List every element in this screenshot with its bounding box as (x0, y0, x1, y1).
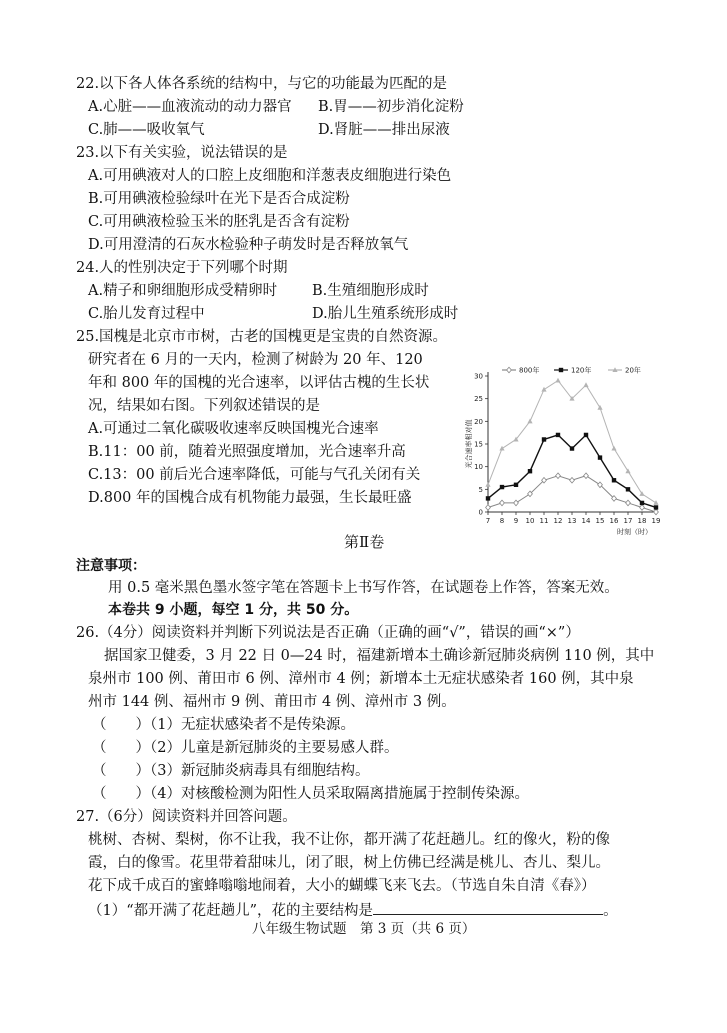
data-point-20yr (653, 500, 658, 505)
q25-option-b: B.11：00 前，随着光照强度增加，光合速率升高 (88, 444, 406, 460)
data-point-120yr (570, 446, 574, 450)
q27-para-1: 桃树、杏树、梨树，你不让我，我不让你，都开满了花赶趟儿。红的像火，粉的像 (88, 832, 610, 848)
data-point-120yr (654, 505, 658, 509)
y-tick-label: 5 (478, 485, 483, 494)
data-point-120yr (486, 496, 490, 500)
q23-option-a: A.可用碘液对人的口腔上皮细胞和洋葱表皮细胞进行染色 (88, 168, 452, 184)
x-tick-label: 12 (553, 517, 563, 525)
y-tick-label: 20 (474, 417, 483, 426)
data-point-120yr (612, 478, 616, 482)
data-point-800yr (500, 500, 505, 506)
q22-option-c: C.肺——吸收氧气 (88, 122, 205, 138)
q26-statement-4: （ ）（4）对核酸检测为阳性人员采取隔离措施属于控制传染源。 (92, 786, 529, 802)
legend-label-800yr: 800年 (519, 366, 540, 375)
answer-blank[interactable] (373, 900, 603, 915)
q27-sub-1-text: （1）“都开满了花赶趟儿”，花的主要结构是 (88, 903, 374, 919)
data-point-800yr (584, 473, 589, 479)
q22-option-b: B.胃——初步消化淀粉 (318, 99, 464, 115)
x-tick-label: 9 (513, 517, 519, 525)
photosynthesis-line-chart (462, 360, 672, 540)
data-point-20yr (611, 446, 616, 451)
q26-stem: 26.（4分）阅读资料并判断下列说法是否正确（正确的画“√”，错误的画“×”） (76, 625, 580, 641)
data-point-20yr (541, 387, 546, 392)
data-point-20yr (555, 378, 560, 383)
q22-option-a: A.心脏——血液流动的动力器官 (88, 99, 292, 115)
data-point-20yr (485, 482, 490, 487)
q23-option-c: C.可用碘液检验玉米的胚乳是否含有淀粉 (88, 214, 350, 230)
q25-line-2: 研究者在 6 月的一天内，检测了树龄为 20 年、120 (88, 352, 423, 368)
data-point-800yr (486, 505, 491, 511)
legend-label-20yr: 20年 (625, 366, 641, 375)
notice-line-2: 本卷共 9 小题，每空 1 分，共 50 分。 (108, 602, 359, 618)
x-tick-label: 14 (581, 517, 591, 525)
data-point-120yr (626, 487, 630, 491)
y-tick-label: 25 (474, 395, 483, 404)
q26-para-2: 泉州市 100 例、莆田市 6 例、漳州市 4 例；新增本土无症状感染者 160 例，其中泉 (88, 671, 634, 687)
data-point-20yr (527, 419, 532, 424)
data-point-800yr (570, 477, 575, 483)
x-axis-label: 时刻（时） (617, 528, 652, 536)
data-point-120yr (584, 433, 588, 437)
x-tick-label: 13 (567, 517, 577, 525)
q27-stem: 27.（6分）阅读资料并回答问题。 (76, 809, 297, 825)
legend-label-120yr: 120年 (571, 366, 592, 375)
page-footer: 八年级生物试题 第 3 页（共 6 页） (252, 921, 476, 937)
x-tick-label: 7 (485, 517, 491, 525)
q25-option-c: C.13：00 前后光合速率降低，可能与气孔关闭有关 (88, 467, 421, 483)
q24-option-d: D.胎儿生殖系统形成时 (312, 306, 459, 322)
x-tick-label: 16 (609, 517, 619, 525)
q25-option-a: A.可通过二氧化碳吸收速率反映国槐光合速率 (88, 421, 379, 437)
data-point-120yr (640, 501, 644, 505)
section-title: 第Ⅱ卷 (344, 533, 385, 551)
q26-para-3: 州市 144 例、福州市 9 例、莆田市 4 例、漳州市 3 例。 (88, 694, 456, 710)
x-tick-label: 15 (595, 517, 605, 525)
data-point-20yr (583, 382, 588, 387)
q26-statement-1: （ ）（1）无症状感染者不是传染源。 (92, 717, 355, 733)
y-axis-label: 光合速率相对值 (465, 419, 473, 469)
data-point-120yr (542, 437, 546, 441)
y-tick-label: 10 (474, 463, 483, 472)
y-tick-label: 15 (474, 440, 483, 449)
data-point-800yr (640, 505, 645, 511)
data-point-120yr (500, 485, 504, 489)
q24-option-c: C.胎儿发育过程中 (88, 306, 205, 322)
notice-heading: 注意事项： (76, 558, 146, 574)
data-point-800yr (556, 473, 561, 479)
data-point-120yr (598, 455, 602, 459)
q27-sub-1 (88, 900, 618, 920)
data-point-120yr (556, 433, 560, 437)
q25-line-4: 况，结果如右图。下列叙述错误的是 (88, 398, 320, 414)
data-point-800yr (654, 509, 659, 515)
x-tick-label: 8 (499, 517, 505, 525)
data-point-20yr (499, 446, 504, 451)
series-line-120yr (488, 435, 656, 508)
q24-stem: 24.人的性别决定于下列哪个时期 (76, 260, 288, 276)
q23-option-d: D.可用澄清的石灰水检验种子萌发时是否释放氧气 (88, 237, 409, 253)
q22-option-d: D.肾脏——排出尿液 (318, 122, 450, 138)
q26-para-1: 据国家卫健委，3 月 22 日 0—24 时，福建新增本土确诊新冠肺炎病例 110 例，其中 (104, 648, 655, 664)
q22-stem: 22.以下各人体各系统的结构中，与它的功能最为匹配的是 (76, 76, 448, 92)
q24-option-a: A.精子和卵细胞形成受精卵时 (88, 283, 278, 299)
q26-statement-3: （ ）（3）新冠肺炎病毒具有细胞结构。 (92, 763, 370, 779)
x-tick-label: 17 (623, 517, 633, 525)
q26-statement-2: （ ）（2）儿童是新冠肺炎的主要易感人群。 (92, 740, 399, 756)
q23-option-b: B.可用碘液检验绿叶在光下是否合成淀粉 (88, 191, 350, 207)
q23-stem: 23.以下有关实验，说法错误的是 (76, 145, 288, 161)
q25-stem: 25.国槐是北京市市树，古老的国槐更是宝贵的自然资源。 (76, 329, 448, 345)
q25-line-3: 年和 800 年的国槐的光合速率，以评估古槐的生长状 (88, 375, 430, 391)
x-tick-label: 18 (637, 517, 647, 525)
data-point-120yr (528, 469, 532, 473)
y-tick-label: 0 (478, 508, 483, 517)
q24-option-b: B.生殖细胞形成时 (312, 283, 429, 299)
x-tick-label: 11 (539, 517, 549, 525)
notice-line-1: 用 0.5 毫米黑色墨水签字笔在答题卡上书写作答，在试题卷上作答，答案无效。 (108, 580, 619, 596)
data-point-800yr (626, 500, 631, 506)
data-point-120yr (514, 483, 518, 487)
legend-marker-800yr (507, 367, 512, 373)
q25-option-d: D.800 年的国槐合成有机物能力最强，生长最旺盛 (88, 490, 412, 506)
legend-marker-120yr (559, 368, 563, 372)
y-tick-label: 30 (474, 372, 483, 381)
data-point-800yr (514, 500, 519, 506)
q27-sub-1-end: 。 (603, 903, 618, 919)
q27-para-2: 霞，白的像雪。花里带着甜味儿，闭了眼，树上仿佛已经满是桃儿、杏儿、梨儿。 (88, 855, 610, 871)
x-tick-label: 10 (525, 517, 535, 525)
q27-para-3: 花下成千成百的蜜蜂嗡嗡地闹着，大小的蝴蝶飞来飞去。（节选自朱自清《春》） (88, 878, 596, 894)
x-tick-label: 19 (651, 517, 661, 525)
